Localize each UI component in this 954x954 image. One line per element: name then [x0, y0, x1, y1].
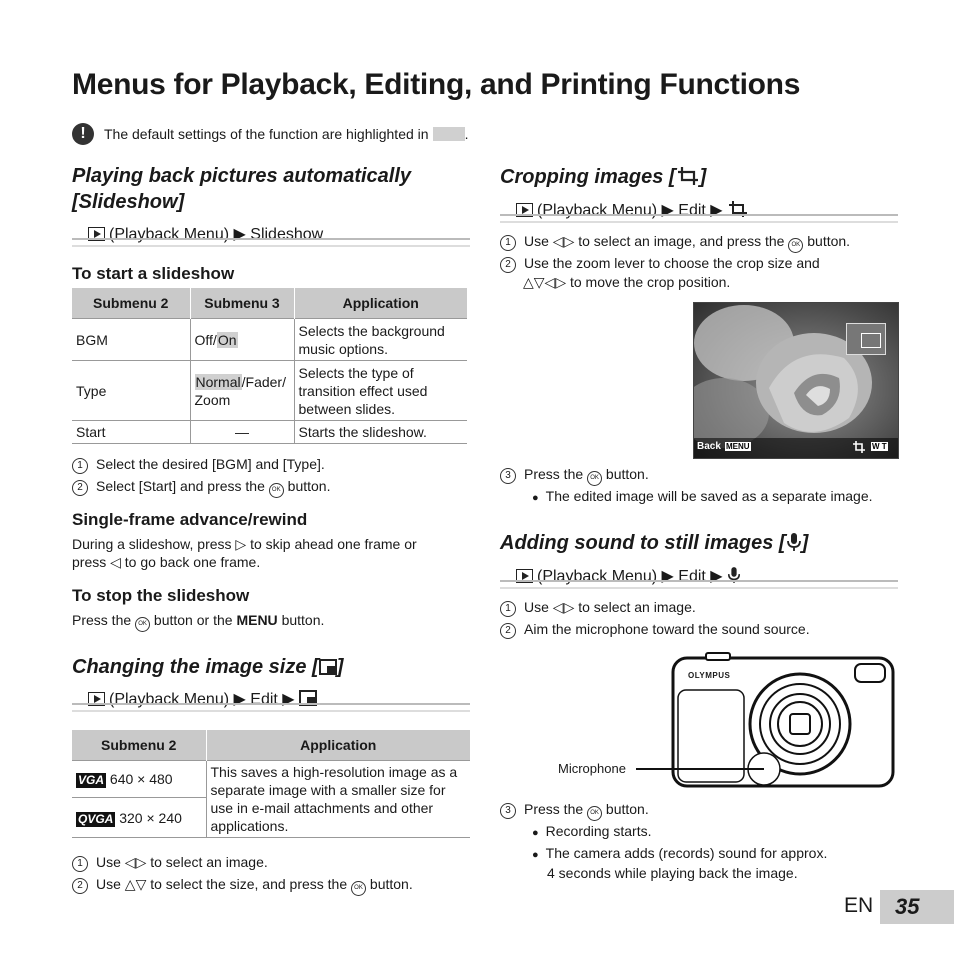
path-underline: [500, 214, 898, 223]
sound-bullet-2: ● The camera adds (records) sound for approx. 4 seconds while playing back the image.: [532, 844, 827, 882]
resize-heading: Changing the image size [ ]: [72, 656, 344, 678]
table-row: QVGA 320 × 240: [72, 798, 470, 838]
ok-button-icon: OK: [788, 238, 803, 253]
left-right-arrows-icon: ◁▷: [124, 854, 147, 870]
col-header: Submenu 3: [190, 288, 294, 319]
highlight-swatch: [433, 127, 465, 141]
sound-heading: Adding sound to still images [ ]: [500, 532, 809, 554]
up-down-arrows-icon: △▽: [523, 274, 545, 290]
col-header: Application: [294, 288, 467, 319]
vga-icon: VGA: [78, 773, 105, 788]
slideshow-menu-path: (Playback Menu) ▶ Slideshow: [88, 224, 323, 244]
arrow-icon: ▶: [661, 202, 674, 219]
sound-step-1: 1 Use ◁▷ to select an image.: [500, 598, 696, 617]
arrow-icon: ▶: [233, 691, 246, 708]
ok-button-icon: OK: [351, 881, 366, 896]
advance-title: Single-frame advance/rewind: [72, 510, 308, 529]
menu-button-label: MENU: [236, 612, 278, 628]
crop-icon: [676, 167, 700, 185]
crop-step-1: 1 Use ◁▷ to select an image, and press the OK button.: [500, 232, 850, 253]
up-down-arrows-icon: △▽: [124, 876, 147, 892]
sound-menu-path: (Playback Menu) ▶ Edit ▶: [516, 566, 741, 586]
col-header: Submenu 2: [72, 288, 190, 319]
default-settings-note: The default settings of the function are highlighted in .: [104, 126, 469, 142]
back-label: Back: [697, 441, 721, 452]
left-arrow-icon: ◁: [110, 554, 121, 570]
ok-button-icon: OK: [269, 483, 284, 498]
arrow-icon: ▶: [710, 202, 723, 219]
crop-frame-thumbnail: [846, 323, 886, 355]
arrow-icon: ▶: [661, 568, 674, 585]
language-label: EN: [844, 894, 874, 917]
left-right-arrows-icon: ◁▷: [552, 233, 575, 249]
crop-screen-preview: [693, 302, 899, 459]
slideshow-step-1: 1 Select the desired [BGM] and [Type].: [72, 455, 325, 474]
qvga-icon: QVGA: [78, 811, 114, 826]
note-text: The default settings of the function are highlighted in: [104, 126, 429, 142]
resize-step-1: 1 Use ◁▷ to select an image.: [72, 853, 268, 872]
crop-bullet: ● The edited image will be saved as a separate image.: [532, 487, 873, 507]
crop-step-3: 3 Press the OK button.: [500, 465, 649, 486]
col-header: Submenu 2: [72, 730, 206, 761]
start-slideshow-title: To start a slideshow: [72, 264, 235, 283]
arrow-icon: ▶: [282, 691, 295, 708]
crop-icon: [852, 441, 866, 453]
path-underline: [72, 703, 470, 712]
sound-step-3: 3 Press the OK button.: [500, 800, 649, 821]
resize-table: [72, 730, 470, 838]
sound-bullet-1: ● Recording starts.: [532, 822, 651, 842]
crop-heading: Cropping images [ ]: [500, 166, 707, 188]
resize-step-2: 2 Use △▽ to select the size, and press the OK button.: [72, 875, 413, 896]
caution-icon: !: [72, 123, 94, 145]
table-row: Start — Starts the slideshow.: [72, 421, 467, 444]
stop-text: Press the OK button or the MENU button.: [72, 611, 324, 632]
zoom-wt-label: W T: [872, 442, 887, 451]
right-arrow-icon: ▷: [235, 536, 247, 552]
microphone-label: Microphone: [558, 761, 626, 776]
path-underline: [72, 238, 470, 247]
camera-brand: OLYMPUS: [688, 671, 731, 680]
sound-step-2: 2 Aim the microphone toward the sound source.: [500, 620, 810, 639]
table-row: BGM Off/On Selects the background music options.: [72, 319, 467, 361]
advance-text: During a slideshow, press ▷ to skip ahead one frame or press ◁ to go back one frame.: [72, 536, 417, 570]
path-underline: [500, 580, 898, 589]
col-header: Application: [206, 730, 470, 761]
menu-label: MENU: [726, 442, 750, 451]
ok-button-icon: OK: [587, 471, 602, 486]
resize-menu-path: (Playback Menu) ▶ Edit ▶: [88, 689, 317, 709]
microphone-pointer: [636, 768, 764, 770]
ok-button-icon: OK: [135, 617, 150, 632]
crop-step-2: 2 Use the zoom lever to choose the crop size and △▽◁▷ to move the crop position.: [500, 254, 900, 291]
ok-button-icon: OK: [587, 806, 602, 821]
slideshow-heading: Playing back pictures automatically [Slideshow]: [72, 165, 412, 213]
crop-menu-path: (Playback Menu) ▶ Edit ▶: [516, 200, 749, 220]
microphone-icon: [786, 532, 802, 552]
arrow-icon: ▶: [710, 568, 723, 585]
left-right-arrows-icon: ◁▷: [552, 599, 575, 615]
table-row: Type Normal/Fader/ Zoom Selects the type of transition effect used between slides.: [72, 361, 467, 421]
table-row: VGA 640 × 480 This saves a high-resolution image as a separate image with a smaller size for use in e-mail attachments and other applications.: [72, 761, 470, 798]
left-right-arrows-icon: ◁▷: [544, 274, 567, 290]
slideshow-step-2: 2 Select [Start] and press the OK button.: [72, 477, 330, 498]
resize-icon: [319, 659, 337, 675]
slideshow-table: [72, 288, 467, 444]
screen-status-bar: [694, 438, 898, 458]
page-title: Menus for Playback, Editing, and Printing Functions: [72, 68, 801, 101]
arrow-icon: ▶: [233, 226, 246, 243]
stop-title: To stop the slideshow: [72, 586, 250, 605]
page-number: 35: [895, 894, 920, 919]
